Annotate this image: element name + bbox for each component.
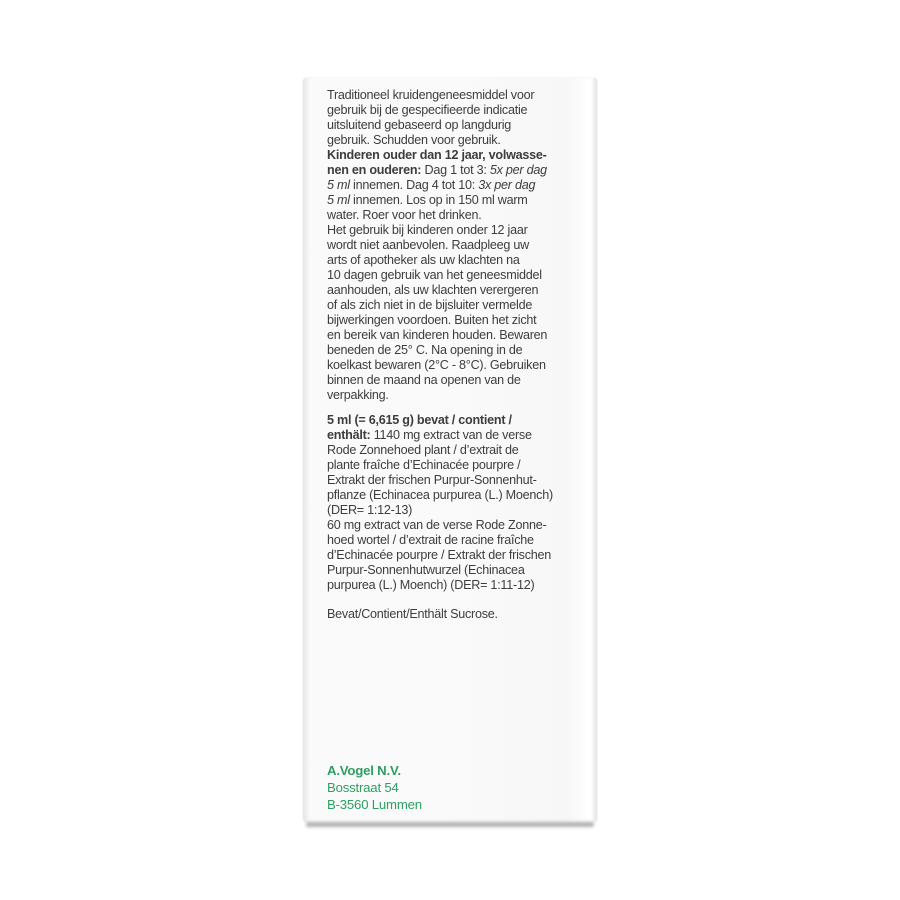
text-segment: 5 ml [327, 178, 350, 192]
text-line [327, 373, 591, 388]
text-line [327, 358, 591, 373]
package-back-panel [303, 78, 597, 822]
manufacturer-street: Bosstraat 54 [327, 780, 399, 795]
text-line [327, 178, 591, 193]
text-line [327, 473, 591, 488]
text-segment: hoed wortel / d’extrait de racine fraîche [327, 533, 534, 547]
text-segment: 5 ml (= 6,615 g) bevat / contient / [327, 413, 512, 427]
text-segment: Extrakt der frischen Purpur-Sonnenhut- [327, 473, 537, 487]
text-line [327, 413, 591, 428]
text-line [327, 283, 591, 298]
text-line [327, 193, 591, 208]
text-line [327, 343, 591, 358]
text-line [327, 328, 591, 343]
text-segment: purpurea (L.) Moench) (DER= 1:11-12) [327, 578, 535, 592]
text-segment: plante fraîche d’Echinacée pourpre / [327, 458, 521, 472]
text-segment: verpakking. [327, 388, 389, 402]
text-segment: nen en ouderen: [327, 163, 422, 177]
text-segment: Bevat/Contient/Enthält Sucrose. [327, 607, 498, 621]
text-line [327, 518, 591, 533]
text-line [327, 488, 591, 503]
text-line [327, 388, 591, 403]
text-segment: Kinderen ouder dan 12 jaar, volwasse- [327, 148, 547, 162]
text-segment: d’Echinacée pourpre / Extrakt der frischen [327, 548, 552, 562]
text-segment: gebruik. Schudden voor gebruik. [327, 133, 501, 147]
text-line [327, 208, 591, 223]
text-segment: pflanze (Echinacea purpurea (L.) Moench) [327, 488, 553, 502]
text-segment: beneden de 25° C. Na opening in de [327, 343, 523, 357]
usage-instructions [327, 88, 591, 403]
text-line [327, 118, 591, 133]
text-segment: gebruik bij de gespecifieerde indicatie [327, 103, 528, 117]
text-segment: koelkast bewaren (2°C - 8°C). Gebruiken [327, 358, 546, 372]
text-segment: 1140 mg extract van de verse [370, 428, 532, 442]
text-line [327, 133, 591, 148]
text-segment: water. Roer voor het drinken. [327, 208, 482, 222]
text-line [327, 163, 591, 178]
text-segment: (DER= 1:12-13) [327, 503, 413, 517]
text-line [327, 428, 591, 443]
text-line [327, 268, 591, 283]
text-line [327, 578, 591, 593]
text-segment: enthält: [327, 428, 371, 442]
text-segment: 5x per dag [489, 163, 547, 177]
manufacturer-city: B-3560 Lummen [327, 797, 422, 812]
manufacturer-name: A.Vogel N.V. [327, 763, 401, 778]
panel-text-blocks [327, 88, 591, 622]
text-line [327, 563, 591, 578]
text-line [327, 443, 591, 458]
text-segment: en bereik van kinderen houden. Bewaren [327, 328, 548, 342]
text-line [327, 253, 591, 268]
text-segment: innemen. Dag 4 tot 10: [349, 178, 479, 192]
excipients [327, 607, 591, 622]
text-segment: Het gebruik bij kinderen onder 12 jaar [327, 223, 528, 237]
text-line [327, 148, 591, 163]
text-line [327, 238, 591, 253]
text-segment: Rode Zonnehoed plant / d’extrait de [327, 443, 519, 457]
text-segment: of als zich niet in de bijsluiter vermelde [327, 298, 533, 312]
text-line [327, 223, 591, 238]
text-segment: 60 mg extract van de verse Rode Zonne- [327, 518, 547, 532]
text-segment: 10 dagen gebruik van het geneesmiddel [327, 268, 542, 282]
text-segment: bijwerkingen voordoen. Buiten het zicht [327, 313, 537, 327]
text-segment: 3x per dag [478, 178, 536, 192]
text-segment: wordt niet aanbevolen. Raadpleeg uw [327, 238, 529, 252]
text-segment: aanhouden, als uw klachten verergeren [327, 283, 539, 297]
text-segment: innemen. Los op in 150 ml warm [349, 193, 528, 207]
text-line [327, 503, 591, 518]
text-line [327, 88, 591, 103]
text-segment: Purpur-Sonnenhutwurzel (Echinacea [327, 563, 525, 577]
text-line [327, 607, 591, 622]
text-line [327, 533, 591, 548]
manufacturer-address [327, 762, 591, 813]
composition [327, 413, 591, 593]
text-line [327, 313, 591, 328]
text-segment: Dag 1 tot 3: [421, 163, 490, 177]
text-line [327, 458, 591, 473]
text-line [327, 548, 591, 563]
text-segment: 5 ml [327, 193, 350, 207]
text-line [327, 103, 591, 118]
text-line [327, 298, 591, 313]
text-segment: binnen de maand na openen van de [327, 373, 521, 387]
text-segment: uitsluitend gebaseerd op langdurig [327, 118, 512, 132]
panel-text [327, 88, 591, 813]
text-segment: Traditioneel kruidengeneesmiddel voor [327, 88, 535, 102]
text-segment: arts of apotheker als uw klachten na [327, 253, 520, 267]
